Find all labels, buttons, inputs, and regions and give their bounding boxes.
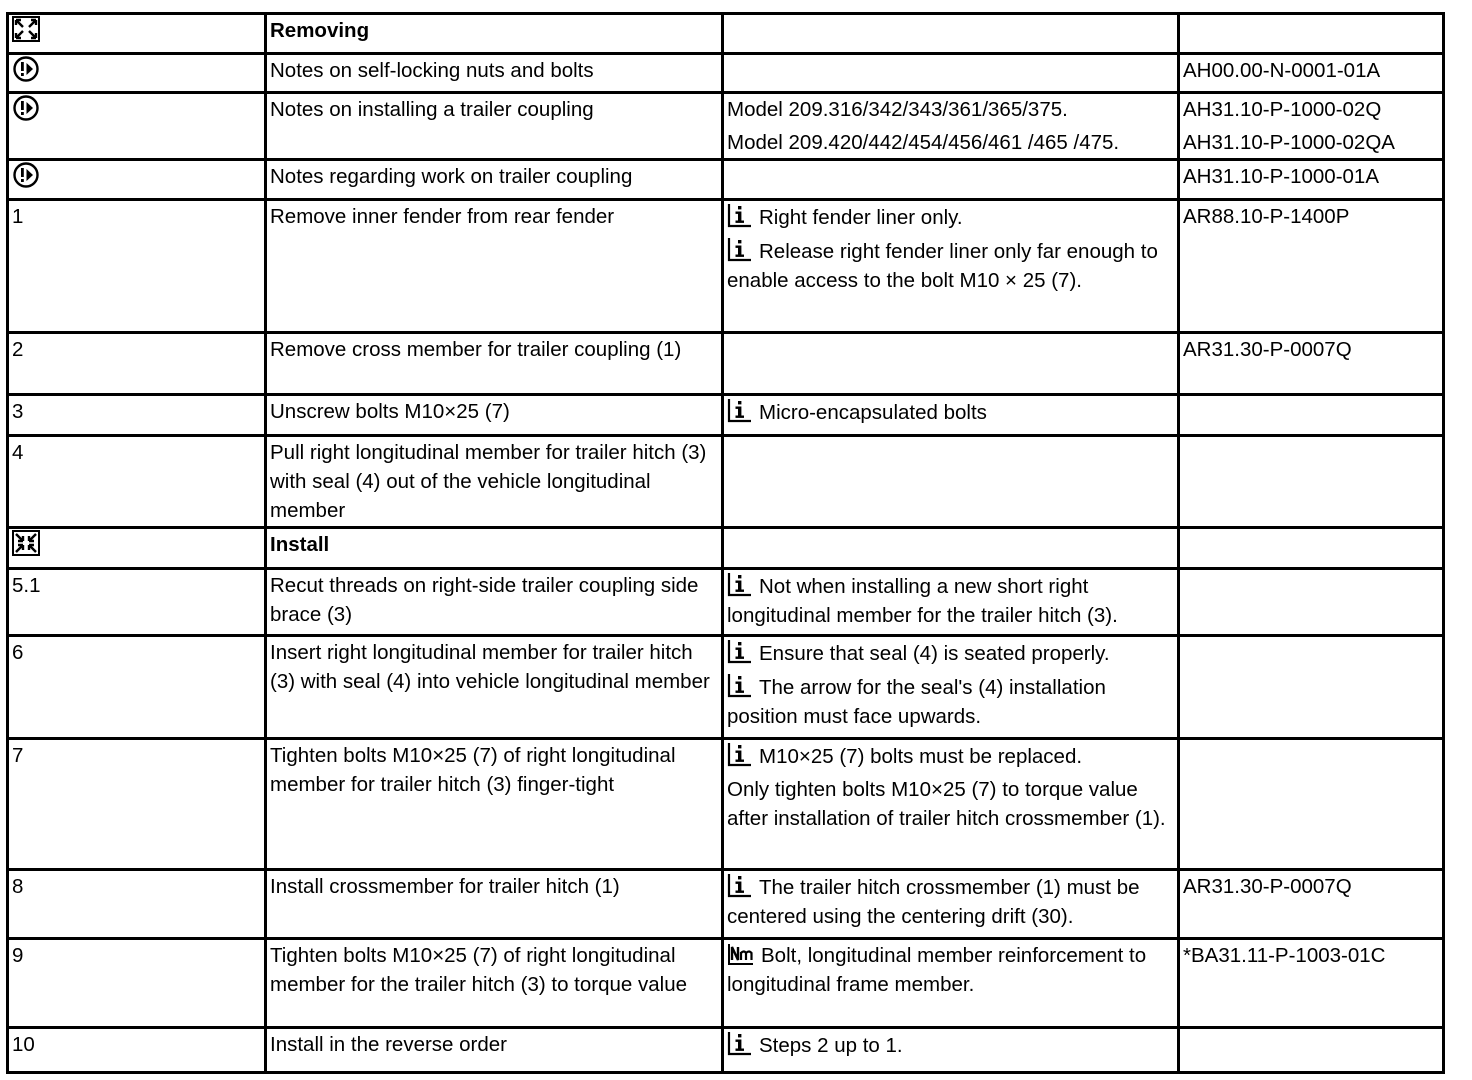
info-icon xyxy=(727,397,753,423)
info-icon xyxy=(727,1030,753,1056)
note-text: Model 209.420/442/454/456/461 /465 /475. xyxy=(727,131,1120,154)
action-cell xyxy=(266,333,723,395)
step-cell xyxy=(8,333,266,395)
step-number: 7 xyxy=(12,744,24,767)
table-row xyxy=(8,636,1444,739)
document-reference-link[interactable]: AH31.10-P-1000-01A xyxy=(1183,165,1380,188)
action-cell xyxy=(266,200,723,333)
note-item xyxy=(727,397,1174,427)
reference-cell xyxy=(1179,333,1444,395)
reference-cell xyxy=(1179,200,1444,333)
notes-cell xyxy=(723,636,1179,739)
reference-cell xyxy=(1179,569,1444,636)
note-text: Ensure that seal (4) is seated properly. xyxy=(759,642,1110,665)
action-text: Pull right longitudinal member for trailer hitch (3) with seal (4) out of the vehicle longitudinal member xyxy=(270,441,707,522)
reference-cell xyxy=(1179,939,1444,1028)
note-text: Not when installing a new short right longitudinal member for the trailer hitch (3). xyxy=(727,575,1118,627)
action-cell xyxy=(266,160,723,200)
action-text: Tighten bolts M10×25 (7) of right longitudinal member for the trailer hitch (3) to torque value xyxy=(270,944,688,996)
section-heading: Install xyxy=(270,533,330,556)
caution-note-icon xyxy=(12,56,40,82)
info-icon xyxy=(727,741,753,767)
info-icon xyxy=(727,638,753,664)
document-reference-link[interactable]: AR31.30-P-0007Q xyxy=(1183,875,1352,898)
section-heading-cell xyxy=(266,14,723,54)
reference-cell xyxy=(1179,739,1444,870)
action-cell xyxy=(266,870,723,939)
reference-cell xyxy=(1179,93,1444,160)
procedure-table-body xyxy=(8,14,1444,1073)
note-item xyxy=(727,128,1174,157)
action-text: Insert right longitudinal member for trailer hitch (3) with seal (4) into vehicle longitudinal member xyxy=(270,641,710,693)
action-cell xyxy=(266,569,723,636)
note-item xyxy=(727,95,1174,124)
step-number: 6 xyxy=(12,641,24,664)
action-text: Unscrew bolts M10×25 (7) xyxy=(270,400,510,423)
notes-cell xyxy=(723,939,1179,1028)
action-text: Notes regarding work on trailer coupling xyxy=(270,165,633,188)
notes-cell xyxy=(723,870,1179,939)
note-item xyxy=(727,941,1174,999)
step-cell xyxy=(8,160,266,200)
reference-cell xyxy=(1179,54,1444,93)
table-row xyxy=(8,569,1444,636)
note-item xyxy=(727,1030,1174,1060)
document-reference-link[interactable]: AR31.30-P-0007Q xyxy=(1183,338,1352,361)
action-cell xyxy=(266,1028,723,1073)
step-cell xyxy=(8,636,266,739)
step-cell xyxy=(8,939,266,1028)
step-cell xyxy=(8,54,266,93)
notes-cell xyxy=(723,14,1179,54)
notes-cell xyxy=(723,200,1179,333)
step-cell xyxy=(8,14,266,54)
section-heading: Removing xyxy=(270,19,370,42)
note-item xyxy=(727,775,1174,833)
action-text: Install crossmember for trailer hitch (1) xyxy=(270,875,620,898)
step-cell xyxy=(8,200,266,333)
table-row xyxy=(8,870,1444,939)
reference-cell xyxy=(1179,636,1444,739)
action-cell xyxy=(266,395,723,436)
caution-note-icon xyxy=(12,95,40,121)
reference-cell xyxy=(1179,14,1444,54)
action-cell xyxy=(266,93,723,160)
step-cell xyxy=(8,93,266,160)
table-row xyxy=(8,395,1444,436)
note-item xyxy=(727,236,1174,295)
notes-cell xyxy=(723,54,1179,93)
note-item xyxy=(727,741,1174,771)
note-text: The arrow for the seal's (4) installation position must face upwards. xyxy=(727,676,1106,728)
note-item xyxy=(727,202,1174,232)
note-text: Model 209.316/342/343/361/365/375. xyxy=(727,98,1068,121)
step-cell xyxy=(8,436,266,528)
info-icon xyxy=(727,202,753,228)
document-reference-link[interactable]: AR88.10-P-1400P xyxy=(1183,205,1350,228)
note-text: Micro-encapsulated bolts xyxy=(759,401,987,424)
step-cell xyxy=(8,739,266,870)
reference-cell xyxy=(1179,436,1444,528)
info-icon xyxy=(727,571,753,597)
step-number: 9 xyxy=(12,944,24,967)
note-text: Release right fender liner only far enough to enable access to the bolt M10 × 25 (7). xyxy=(727,240,1158,292)
action-cell xyxy=(266,436,723,528)
note-text: Bolt, longitudinal member reinforcement to longitudinal frame member. xyxy=(727,944,1147,996)
action-text: Notes on self-locking nuts and bolts xyxy=(270,59,594,82)
action-text: Tighten bolts M10×25 (7) of right longitudinal member for trailer hitch (3) finger-tight xyxy=(270,744,676,796)
notes-cell xyxy=(723,569,1179,636)
table-row xyxy=(8,528,1444,569)
reference-cell xyxy=(1179,160,1444,200)
notes-cell xyxy=(723,739,1179,870)
info-icon xyxy=(727,872,753,898)
document-reference-link[interactable]: AH00.00-N-0001-01A xyxy=(1183,59,1381,82)
step-cell xyxy=(8,395,266,436)
note-text: Steps 2 up to 1. xyxy=(759,1034,903,1057)
step-number: 3 xyxy=(12,400,24,423)
table-row xyxy=(8,1028,1444,1073)
document-reference-link[interactable]: *BA31.11-P-1003-01C xyxy=(1183,944,1386,967)
reference-cell xyxy=(1179,1028,1444,1073)
table-row xyxy=(8,739,1444,870)
action-cell xyxy=(266,939,723,1028)
note-item xyxy=(727,872,1174,931)
step-number: 10 xyxy=(12,1033,35,1056)
torque-nm-icon xyxy=(727,942,755,966)
note-item xyxy=(727,672,1174,731)
step-cell xyxy=(8,1028,266,1073)
notes-cell xyxy=(723,528,1179,569)
notes-cell xyxy=(723,1028,1179,1073)
table-row xyxy=(8,939,1444,1028)
step-cell xyxy=(8,569,266,636)
step-cell xyxy=(8,528,266,569)
procedure-table xyxy=(6,12,1445,1074)
info-icon xyxy=(727,672,753,698)
table-row xyxy=(8,436,1444,528)
compress-arrows-icon xyxy=(12,530,40,556)
table-row xyxy=(8,333,1444,395)
document-reference-link[interactable]: AH31.10-P-1000-02Q xyxy=(1183,98,1382,121)
step-number: 5.1 xyxy=(12,574,41,597)
action-cell xyxy=(266,54,723,93)
reference-cell xyxy=(1179,395,1444,436)
table-row xyxy=(8,54,1444,93)
notes-cell xyxy=(723,160,1179,200)
note-text: Only tighten bolts M10×25 (7) to torque value after installation of trailer hitch crossmember (1). xyxy=(727,778,1166,830)
note-text: M10×25 (7) bolts must be replaced. xyxy=(759,745,1083,768)
notes-cell xyxy=(723,333,1179,395)
reference-cell xyxy=(1179,528,1444,569)
action-text: Recut threads on right-side trailer coupling side brace (3) xyxy=(270,574,699,626)
table-row xyxy=(8,160,1444,200)
note-item xyxy=(727,638,1174,668)
action-cell xyxy=(266,636,723,739)
table-row xyxy=(8,93,1444,160)
action-text: Install in the reverse order xyxy=(270,1033,508,1056)
caution-note-icon xyxy=(12,162,40,188)
step-number: 2 xyxy=(12,338,24,361)
document-reference-link[interactable]: AH31.10-P-1000-02QA xyxy=(1183,131,1395,154)
step-number: 8 xyxy=(12,875,24,898)
section-heading-cell xyxy=(266,528,723,569)
step-cell xyxy=(8,870,266,939)
notes-cell xyxy=(723,395,1179,436)
note-text: Right fender liner only. xyxy=(759,206,963,229)
table-row xyxy=(8,14,1444,54)
action-text: Notes on installing a trailer coupling xyxy=(270,98,594,121)
step-number: 1 xyxy=(12,205,24,228)
action-text: Remove inner fender from rear fender xyxy=(270,205,615,228)
info-icon xyxy=(727,236,753,262)
note-text: The trailer hitch crossmember (1) must be centered using the centering drift (30). xyxy=(727,876,1140,928)
table-row xyxy=(8,200,1444,333)
step-number: 4 xyxy=(12,441,24,464)
expand-arrows-icon xyxy=(12,16,40,42)
notes-cell xyxy=(723,93,1179,160)
notes-cell xyxy=(723,436,1179,528)
note-item xyxy=(727,571,1174,630)
action-cell xyxy=(266,739,723,870)
reference-cell xyxy=(1179,870,1444,939)
action-text: Remove cross member for trailer coupling (1) xyxy=(270,338,682,361)
